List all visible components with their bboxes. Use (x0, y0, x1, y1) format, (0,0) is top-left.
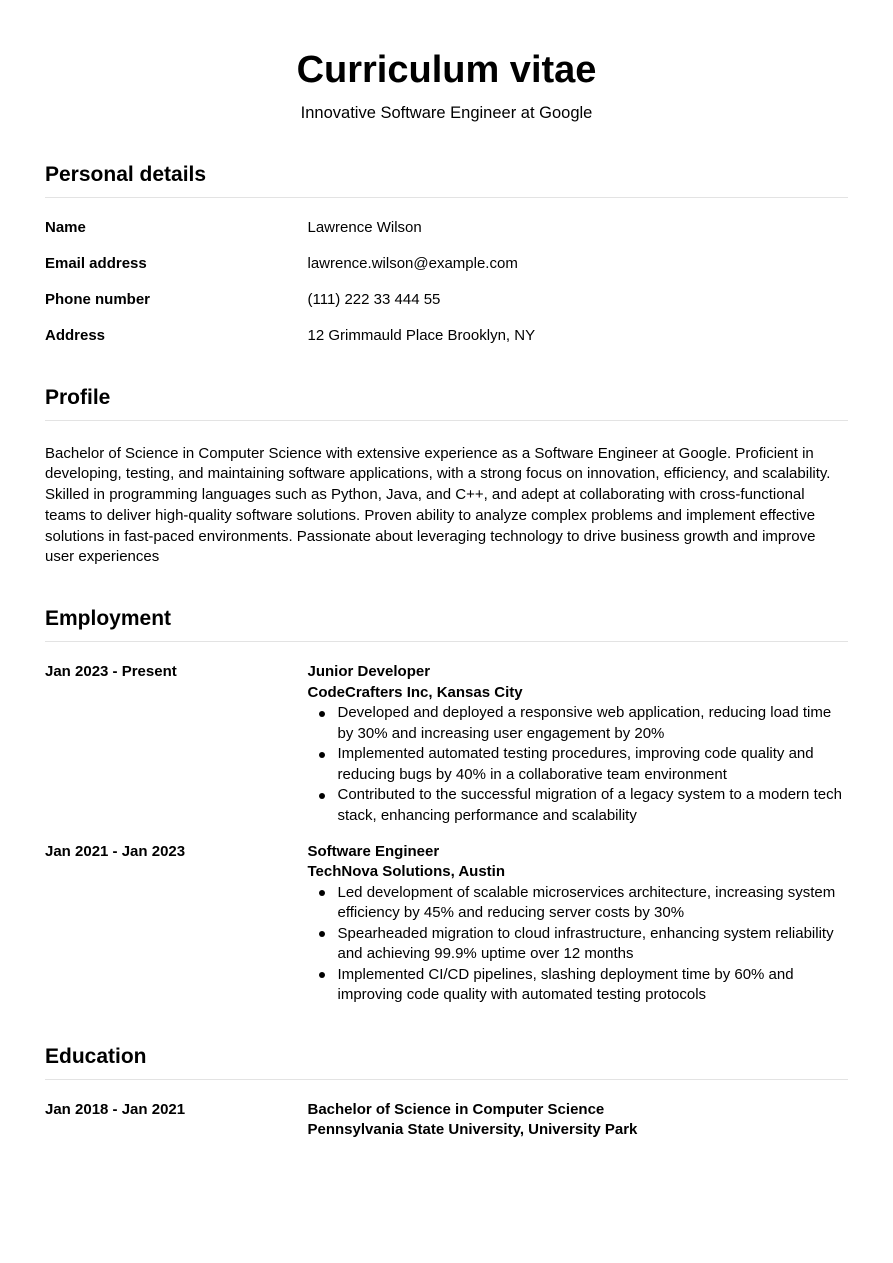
job-dates: Jan 2021 - Jan 2023 (45, 842, 186, 860)
education-degree: Bachelor of Science in Computer Science (307, 1100, 605, 1118)
job-achievements (308, 883, 849, 1006)
achievement-item: Developed and deployed a responsive web application, reducing load time by 30% and increasing user engagement by 20% (308, 703, 849, 744)
detail-row-address (45, 326, 848, 347)
section-heading-employment: Employment (45, 605, 848, 642)
achievement-item: Led development of scalable microservices architecture, increasing system efficiency by 45% and reducing server costs by 30% (308, 883, 849, 924)
detail-value: Lawrence Wilson (307, 219, 422, 236)
section-heading-personal: Personal details (45, 161, 848, 198)
detail-value: lawrence.wilson@example.com (307, 255, 518, 272)
achievement-item: Spearheaded migration to cloud infrastructure, enhancing system reliability and achieving 99.9% uptime over 12 months (308, 924, 849, 965)
section-heading-profile: Profile (45, 384, 848, 421)
job-company: TechNova Solutions, Austin (307, 863, 506, 881)
document-title: Curriculum vitae (296, 49, 597, 91)
detail-row-phone (45, 290, 848, 311)
detail-label: Address (45, 327, 106, 344)
job-title: Software Engineer (307, 842, 440, 860)
detail-value: 12 Grimmauld Place Brooklyn, NY (307, 327, 536, 344)
profile-section (45, 384, 848, 569)
job-entry (45, 662, 848, 826)
document-subtitle: Innovative Software Engineer at Google (300, 104, 593, 122)
achievement-item: Implemented CI/CD pipelines, slashing deployment time by 60% and improving code quality with automated testing protocols (308, 965, 849, 1006)
education-section (45, 1043, 848, 1141)
job-entry (45, 842, 848, 1006)
detail-label: Email address (45, 255, 147, 272)
detail-value: (111) 222 33 444 55 (307, 291, 441, 308)
detail-row-name (45, 218, 848, 239)
employment-section (45, 605, 848, 1006)
job-achievements (308, 703, 849, 826)
personal-details-section (45, 161, 848, 347)
section-heading-education: Education (45, 1043, 848, 1080)
job-company: CodeCrafters Inc, Kansas City (307, 683, 523, 701)
detail-label: Name (45, 219, 86, 236)
education-dates: Jan 2018 - Jan 2021 (45, 1100, 186, 1118)
education-school: Pennsylvania State University, University Park (307, 1121, 638, 1139)
job-dates: Jan 2023 - Present (45, 663, 177, 681)
detail-row-email (45, 254, 848, 275)
profile-text: Bachelor of Science in Computer Science with extensive experience as a Software Engineer at Google. Proficient in developing, testing, and maintaining software applications, with a strong focus on innovation, efficiency, and scalability. Skilled in programming languages such as Python, Java, and C++, and adept at collaborating with cross-functional teams to deliver high-quality software solutions. Proven ability to analyze complex problems and implement effective solutions in fast-paced environments. Passionate about leveraging technology to drive business growth and improve user experiences (45, 444, 831, 566)
detail-label: Phone number (45, 291, 151, 308)
achievement-item: Implemented automated testing procedures, improving code quality and reducing bugs by 40% in a collaborative team environment (308, 744, 849, 785)
education-entry (45, 1100, 848, 1141)
job-title: Junior Developer (307, 663, 431, 681)
achievement-item: Contributed to the successful migration of a legacy system to a modern tech stack, enhancing performance and scalability (308, 785, 849, 826)
